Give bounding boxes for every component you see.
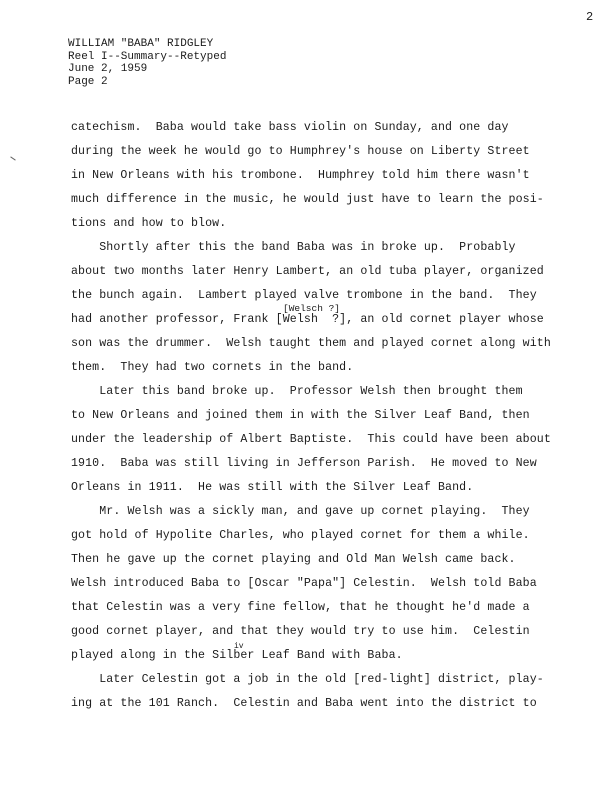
page-number: 2 [586,10,594,24]
body-line: Later Celestin got a job in the old [red-light] district, play- [71,673,544,686]
handwritten-annotation-iv: iv [234,642,244,651]
body-line: the bunch again. Lambert played valve trombone in the band. They [71,289,537,302]
body-line: Welsh introduced Baba to [Oscar "Papa"] Celestin. Welsh told Baba [71,577,537,590]
body-line: during the week he would go to Humphrey's house on Liberty Street [71,145,530,158]
body-line: to New Orleans and joined them in with the Silver Leaf Band, then [71,409,530,422]
body-line: them. They had two cornets in the band. [71,361,354,374]
body-line: Then he gave up the cornet playing and Old Man Welsh came back. [71,553,516,566]
body-line: under the leadership of Albert Baptiste. This could have been about [71,433,551,446]
body-line: 1910. Baba was still living in Jefferson Parish. He moved to New [71,457,537,470]
header-date: June 2, 1959 [68,63,148,75]
body-line: good cornet player, and that they would try to use him. Celestin [71,625,530,638]
body-line: got hold of Hypolite Charles, who played cornet for them a while. [71,529,530,542]
body-line: Shortly after this the band Baba was in broke up. Probably [71,241,516,254]
body-line: son was the drummer. Welsh taught them and played cornet along with [71,337,551,350]
body-line: played along in the Silber Leaf Band with Baba. [71,649,403,662]
body-line: about two months later Henry Lambert, an old tuba player, organized [71,265,544,278]
margin-mark [10,156,15,160]
body-line: catechism. Baba would take bass violin on Sunday, and one day [71,121,509,134]
body-line: much difference in the music, he would just have to learn the posi- [71,193,544,206]
header-reel: Reel I--Summary--Retyped [68,50,227,63]
header-page: Page 2 [68,75,108,88]
body-line: Mr. Welsh was a sickly man, and gave up cornet playing. They [71,505,530,518]
header-title: WILLIAM "BABA" RIDGLEY [68,38,214,50]
body-line: ing at the 101 Ranch. Celestin and Baba went into the district to [71,697,537,710]
body-line: had another professor, Frank [Welsh ?], an old cornet player whose [71,313,544,326]
body-line: Orleans in 1911. He was still with the Silver Leaf Band. [71,481,474,494]
body-line: tions and how to blow. [71,217,227,230]
body-line: in New Orleans with his trombone. Humphrey told him there wasn't [71,169,530,182]
body-line: that Celestin was a very fine fellow, that he thought he'd made a [71,601,530,614]
body-line: Later this band broke up. Professor Welsh then brought them [71,385,523,398]
document-header [68,38,226,88]
handwritten-annotation-welsch: [Welsch ?] [283,303,341,314]
